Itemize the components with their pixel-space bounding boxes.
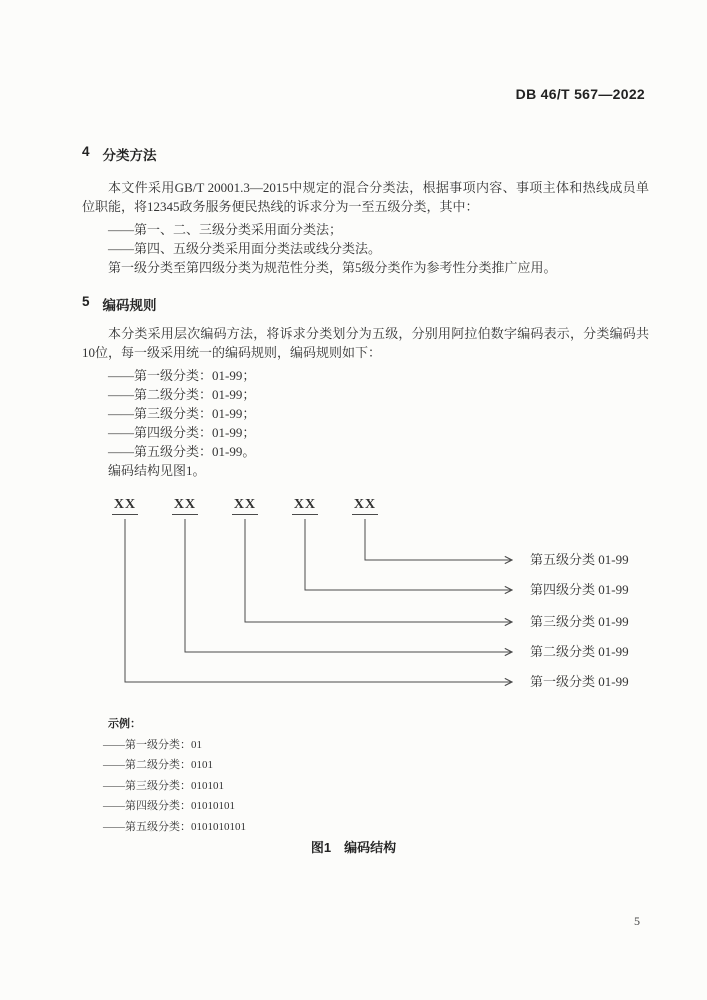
section-4-item-list — [82, 220, 649, 258]
code-digit-group-4: XX — [292, 497, 318, 515]
page-number: 5 — [634, 914, 640, 928]
figure-arrow-label-level1: 第一级分类 01-99 — [530, 674, 629, 689]
section-4-title: 分类方法 — [102, 148, 157, 163]
section-4-item: ——第一、二、三级分类采用面分类法； — [108, 222, 343, 237]
section-5-item: ——第四级分类：01-99； — [108, 425, 256, 440]
section-5-heading — [82, 294, 157, 314]
example-item: ——第四级分类：01010101 — [103, 800, 235, 813]
example-item: ——第二级分类：0101 — [103, 759, 213, 772]
figure-arrow-label-level3: 第三级分类 01-99 — [530, 614, 629, 629]
example-item: ——第五级分类：0101010101 — [103, 820, 246, 833]
section-4-number: 4 — [82, 144, 90, 159]
code-digit-group-3: XX — [232, 497, 258, 515]
section-5-item: ——第二级分类：01-99； — [108, 387, 256, 402]
example-item: ——第一级分类：01 — [103, 738, 202, 751]
section-5-item: ——第一级分类：01-99； — [108, 368, 256, 383]
connector-lines — [0, 495, 707, 700]
example-item: ——第三级分类：010101 — [103, 779, 224, 792]
section-5-closing: 编码结构见图1。 — [108, 463, 206, 478]
figure-arrow-label-level5: 第五级分类 01-99 — [530, 552, 629, 567]
section-5-number: 5 — [82, 294, 90, 309]
figure-arrow-label-level2: 第二级分类 01-99 — [530, 644, 629, 659]
section-5-intro: 本分类采用层次编码方法，将诉求分类划分为五级，分别用阿拉伯数字编码表示，分类编码共10位，每一级采用统一的编码规则，编码规则如下： — [82, 326, 649, 360]
figure-coding-structure — [0, 495, 707, 700]
example-title: 示例： — [108, 718, 141, 730]
code-digit-group-1: XX — [112, 497, 138, 515]
code-digit-group-2: XX — [172, 497, 198, 515]
section-5-title: 编码规则 — [102, 298, 157, 313]
section-5-item: ——第五级分类：01-99。 — [108, 444, 256, 459]
section-5-item: ——第三级分类：01-99； — [108, 406, 256, 421]
section-5-body — [82, 324, 649, 480]
section-4-closing: 第一级分类至第四级分类为规范性分类，第5级分类作为参考性分类推广应用。 — [108, 260, 557, 275]
section-5-item-list — [82, 366, 649, 461]
doc-number: DB 46/T 567—2022 — [515, 86, 645, 102]
figure-caption: 图1 编码结构 — [310, 840, 397, 855]
section-4-item: ——第四、五级分类采用面分类法或线分类法。 — [108, 241, 382, 256]
section-4-heading — [82, 144, 157, 164]
section-4-intro: 本文件采用GB/T 20001.3—2015中规定的混合分类法，根据事项内容、事项主体和热线成员单位职能，将12345政务服务便民热线的诉求分为一至五级分类，其中： — [82, 180, 649, 214]
section-4-body — [82, 178, 649, 277]
figure-arrow-label-level4: 第四级分类 01-99 — [530, 582, 629, 597]
figure-example — [103, 714, 523, 838]
code-digit-group-5: XX — [352, 497, 378, 515]
